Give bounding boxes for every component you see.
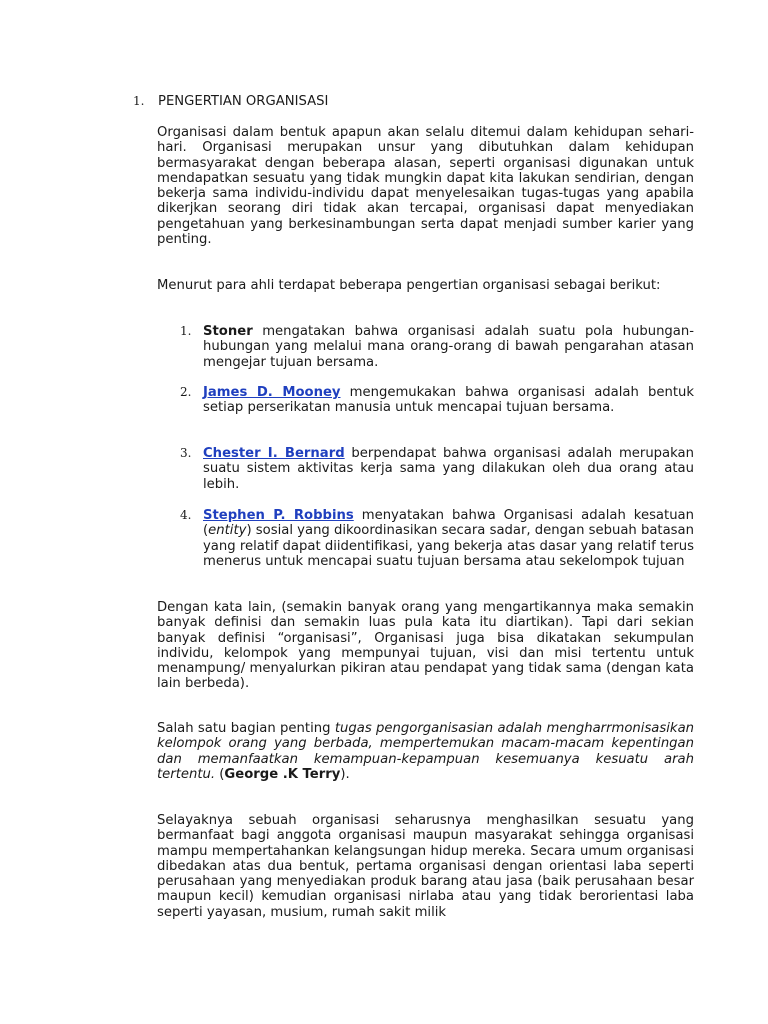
list-item-robbins [180, 508, 694, 569]
list-item-mooney [180, 385, 694, 416]
definition-text: menyatakan bahwa Organisasi adalah kesatuan ( [203, 508, 694, 539]
author-link-mooney[interactable]: James D. Mooney [203, 385, 341, 400]
list-number: 2. [180, 385, 192, 399]
paragraph-italic-quote: tugas pengorganisasian adalah mengharrmonisasikan kelompok orang yang berbada, mempertemukan macam-macam kepentingan dan memanfaatkan kemampuan-kepampuan kesemuanya kesuatu arah tertentu. [157, 721, 695, 782]
list-number: 1. [180, 324, 192, 338]
quote-author: George .K Terry [224, 766, 341, 782]
author-name: Stoner [203, 324, 253, 339]
definition-italic-term: entity [208, 523, 247, 539]
definition-text: ) sosial yang dikoordinasikan secara sadar, dengan sebuah batasan yang relatif dapat diidentifikasi, yang bekerja atas dasar yang relatif terus menerus untuk mencapai suatu tujuan bersama atau sekelompok tujuan [203, 523, 694, 569]
list-item-body [203, 324, 694, 370]
body-paragraph-5: Selayaknya sebuah organisasi seharusnya menghasilkan sesuatu yang bermanfaat bagi anggota organisasi maupun masyarakat sehingga organisasi mampu mempertahankan kelangsungan hidup mereka. Secara umum organisasi dibedakan atas dua bentuk, pertama organisasi dengan orientasi laba seperti perusahaan yang menyediakan produk barang atau jasa (baik perusahaan besar maupun kecil) kemudian organisasi nirlaba atau yang tidak berorientasi laba seperti yayasan, musium, rumah sakit milik [157, 813, 694, 920]
list-item-body [203, 446, 694, 492]
author-link-bernard[interactable]: Chester I. Bernard [203, 446, 345, 461]
definition-text: berpendapat bahwa organisasi adalah merupakan suatu sistem aktivitas kerja sama yang dilakukan oleh dua orang atau lebih. [203, 446, 694, 492]
definition-text: mengatakan bahwa organisasi adalah suatu pola hubungan-hubungan yang melalui mana orang-orang di bawah pengarahan atasan mengejar tujuan bersama. [203, 324, 694, 370]
list-item-stoner [180, 324, 694, 370]
paren-open: ( [215, 766, 225, 782]
list-number: 3. [180, 446, 192, 460]
intro-paragraph-2: Menurut para ahli terdapat beberapa pengertian organisasi sebagai berikut: [157, 278, 661, 293]
list-number: 4. [180, 508, 192, 522]
paragraph-lead: Salah satu bagian penting [157, 721, 335, 736]
body-paragraph-3: Dengan kata lain, (semakin banyak orang yang mengartikannya maka semakin banyak definisi dan semakin luas pula kata itu diartikan). Tapi dari sekian banyak definisi “organisasi”, Organisasi juga bisa dikatakan sekumpulan individu, kelompok yang mempunyai tujuan, visi dan misi tertentu untuk menampung/ menyalurkan pikiran atau pendapat yang tidak sama (dengan kata lain berbeda). [157, 600, 694, 692]
author-link-robbins[interactable]: Stephen P. Robbins [203, 508, 354, 523]
section-number: 1. [133, 94, 145, 108]
section-heading [133, 94, 328, 109]
list-item-body [203, 508, 694, 569]
list-item-bernard [180, 446, 694, 492]
intro-paragraph-1: Organisasi dalam bentuk apapun akan selalu ditemui dalam kehidupan sehari-hari. Organisasi merupakan unsur yang dibutuhkan dalam kehidupan bermasyarakat dengan beberapa alasan, seperti organisasi digunakan untuk mendapatkan sesuatu yang tidak mungkin dapat kita lakukan sendirian, dengan bekerja sama individu-individu dapat menyelesaikan tugas-tugas yang apabila dikerjkan seorang diri tidak akan tercapai, organisasi dapat menyediakan pengetahuan yang berkesinambungan serta dapat menjadi sumber karier yang penting. [157, 125, 694, 248]
body-paragraph-4 [157, 721, 694, 782]
paren-close: ). [340, 766, 350, 782]
section-title: PENGERTIAN ORGANISASI [158, 94, 329, 109]
list-item-body [203, 385, 694, 416]
definition-text: mengemukakan bahwa organisasi adalah bentuk setiap perserikatan manusia untuk mencapai tujuan bersama. [203, 385, 694, 416]
